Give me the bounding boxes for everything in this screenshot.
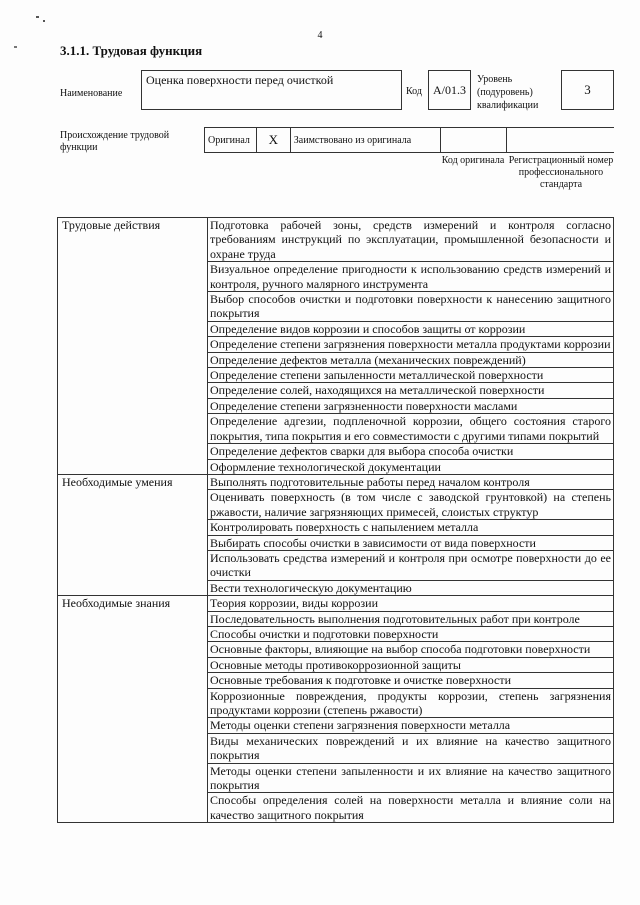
section-item: Определение солей, находящихся на металлической поверхности [208, 383, 614, 398]
page-number: 4 [317, 30, 323, 41]
section-item: Подготовка рабочей зоны, средств измерений и контроля согласно требованиям инструкций по эксплуатации, промышленной безопасности и охране труда [208, 218, 614, 262]
table-row [58, 218, 614, 262]
code-label: Код [406, 86, 422, 97]
section-item: Использовать средства измерений и контроля при осмотре поверхности до ее очистки [208, 550, 614, 580]
code-box [428, 70, 471, 110]
section-item: Определение видов коррозии и способов защиты от коррозии [208, 321, 614, 336]
section-item: Определение дефектов металла (механических повреждений) [208, 352, 614, 367]
section-item: Определение степени запыленности металлической поверхности [208, 368, 614, 383]
reg-number-caption: Регистрационный номер профессионального стандарта [508, 155, 614, 190]
origin-borrowed-cell: Заимствовано из оригинала [291, 128, 442, 152]
origin-original-cell: Оригинал [205, 128, 257, 152]
section-category: Необходимые знания [58, 596, 208, 823]
section-item: Визуальное определение пригодности к использованию средств измерений и контроля, ручного малярного инструмента [208, 262, 614, 292]
section-item: Методы оценки степени загрязнения поверхности металла [208, 718, 614, 733]
function-details-table [57, 217, 614, 823]
name-label: Наименование [60, 88, 123, 99]
origin-mark-cell: X [257, 128, 291, 152]
section-item: Основные факторы, влияющие на выбор способа подготовки поверхности [208, 642, 614, 657]
table-row [58, 474, 614, 489]
section-item: Определение степени загрязнения поверхности металла продуктами коррозии [208, 337, 614, 352]
section-category: Необходимые умения [58, 474, 208, 595]
code-original-caption: Код оригинала [441, 155, 505, 166]
section-item: Теория коррозии, виды коррозии [208, 596, 614, 611]
function-name-value: Оценка поверхности перед очисткой [146, 73, 334, 87]
origin-table [204, 127, 614, 153]
table-row [58, 596, 614, 611]
section-item: Последовательность выполнения подготовительных работ при контроле [208, 611, 614, 626]
section-item: Коррозионные повреждения, продукты коррозии, степень загрязнения продуктами коррозии (степень ржавости) [208, 688, 614, 718]
section-item: Выбор способов очистки и подготовки поверхности к нанесению защитного покрытия [208, 292, 614, 322]
section-item: Выполнять подготовительные работы перед началом контроля [208, 474, 614, 489]
section-item: Виды механических повреждений и их влияние на качество защитного покрытия [208, 733, 614, 763]
section-item: Выбирать способы очистки в зависимости от вида поверхности [208, 535, 614, 550]
section-item: Определение степени загрязненности поверхности маслами [208, 398, 614, 413]
section-item: Определение дефектов сварки для выбора способа очистки [208, 444, 614, 459]
scan-speck [43, 20, 45, 22]
origin-label: Происхождение трудовой функции [60, 130, 170, 153]
section-item: Основные методы противокоррозионной защиты [208, 657, 614, 672]
section-item: Оценивать поверхность (в том числе с заводской грунтовкой) на степень ржавости, наличие загрязняющих примесей, слоистых структур [208, 490, 614, 520]
section-title: 3.1.1. Трудовая функция [60, 43, 203, 58]
level-value: 3 [584, 82, 591, 97]
section-item: Методы оценки степени запыленности и их влияние на качество защитного покрытия [208, 763, 614, 793]
section-item: Определение адгезии, подпленочной коррозии, общего состояния старого покрытия, типа покрытия и его совместимости с другими типами покрытий [208, 414, 614, 444]
origin-code-cell [441, 128, 507, 152]
function-details-body [58, 218, 614, 823]
section-category: Трудовые действия [58, 218, 208, 475]
origin-reg-cell [507, 128, 614, 152]
section-item: Способы очистки и подготовки поверхности [208, 626, 614, 641]
section-item: Способы определения солей на поверхности металла и влияние соли на качество защитного покрытия [208, 793, 614, 823]
section-item: Контролировать поверхность с напылением металла [208, 520, 614, 535]
level-label: Уровень (подуровень) квалификации [477, 74, 539, 111]
section-item: Вести технологическую документацию [208, 580, 614, 595]
section-item: Оформление технологической документации [208, 459, 614, 474]
function-name-box [141, 70, 402, 110]
section-item: Основные требования к подготовке и очистке поверхности [208, 673, 614, 688]
scan-speck [36, 16, 39, 18]
scan-speck [14, 46, 17, 48]
level-box [561, 70, 614, 110]
code-value: A/01.3 [433, 82, 466, 97]
